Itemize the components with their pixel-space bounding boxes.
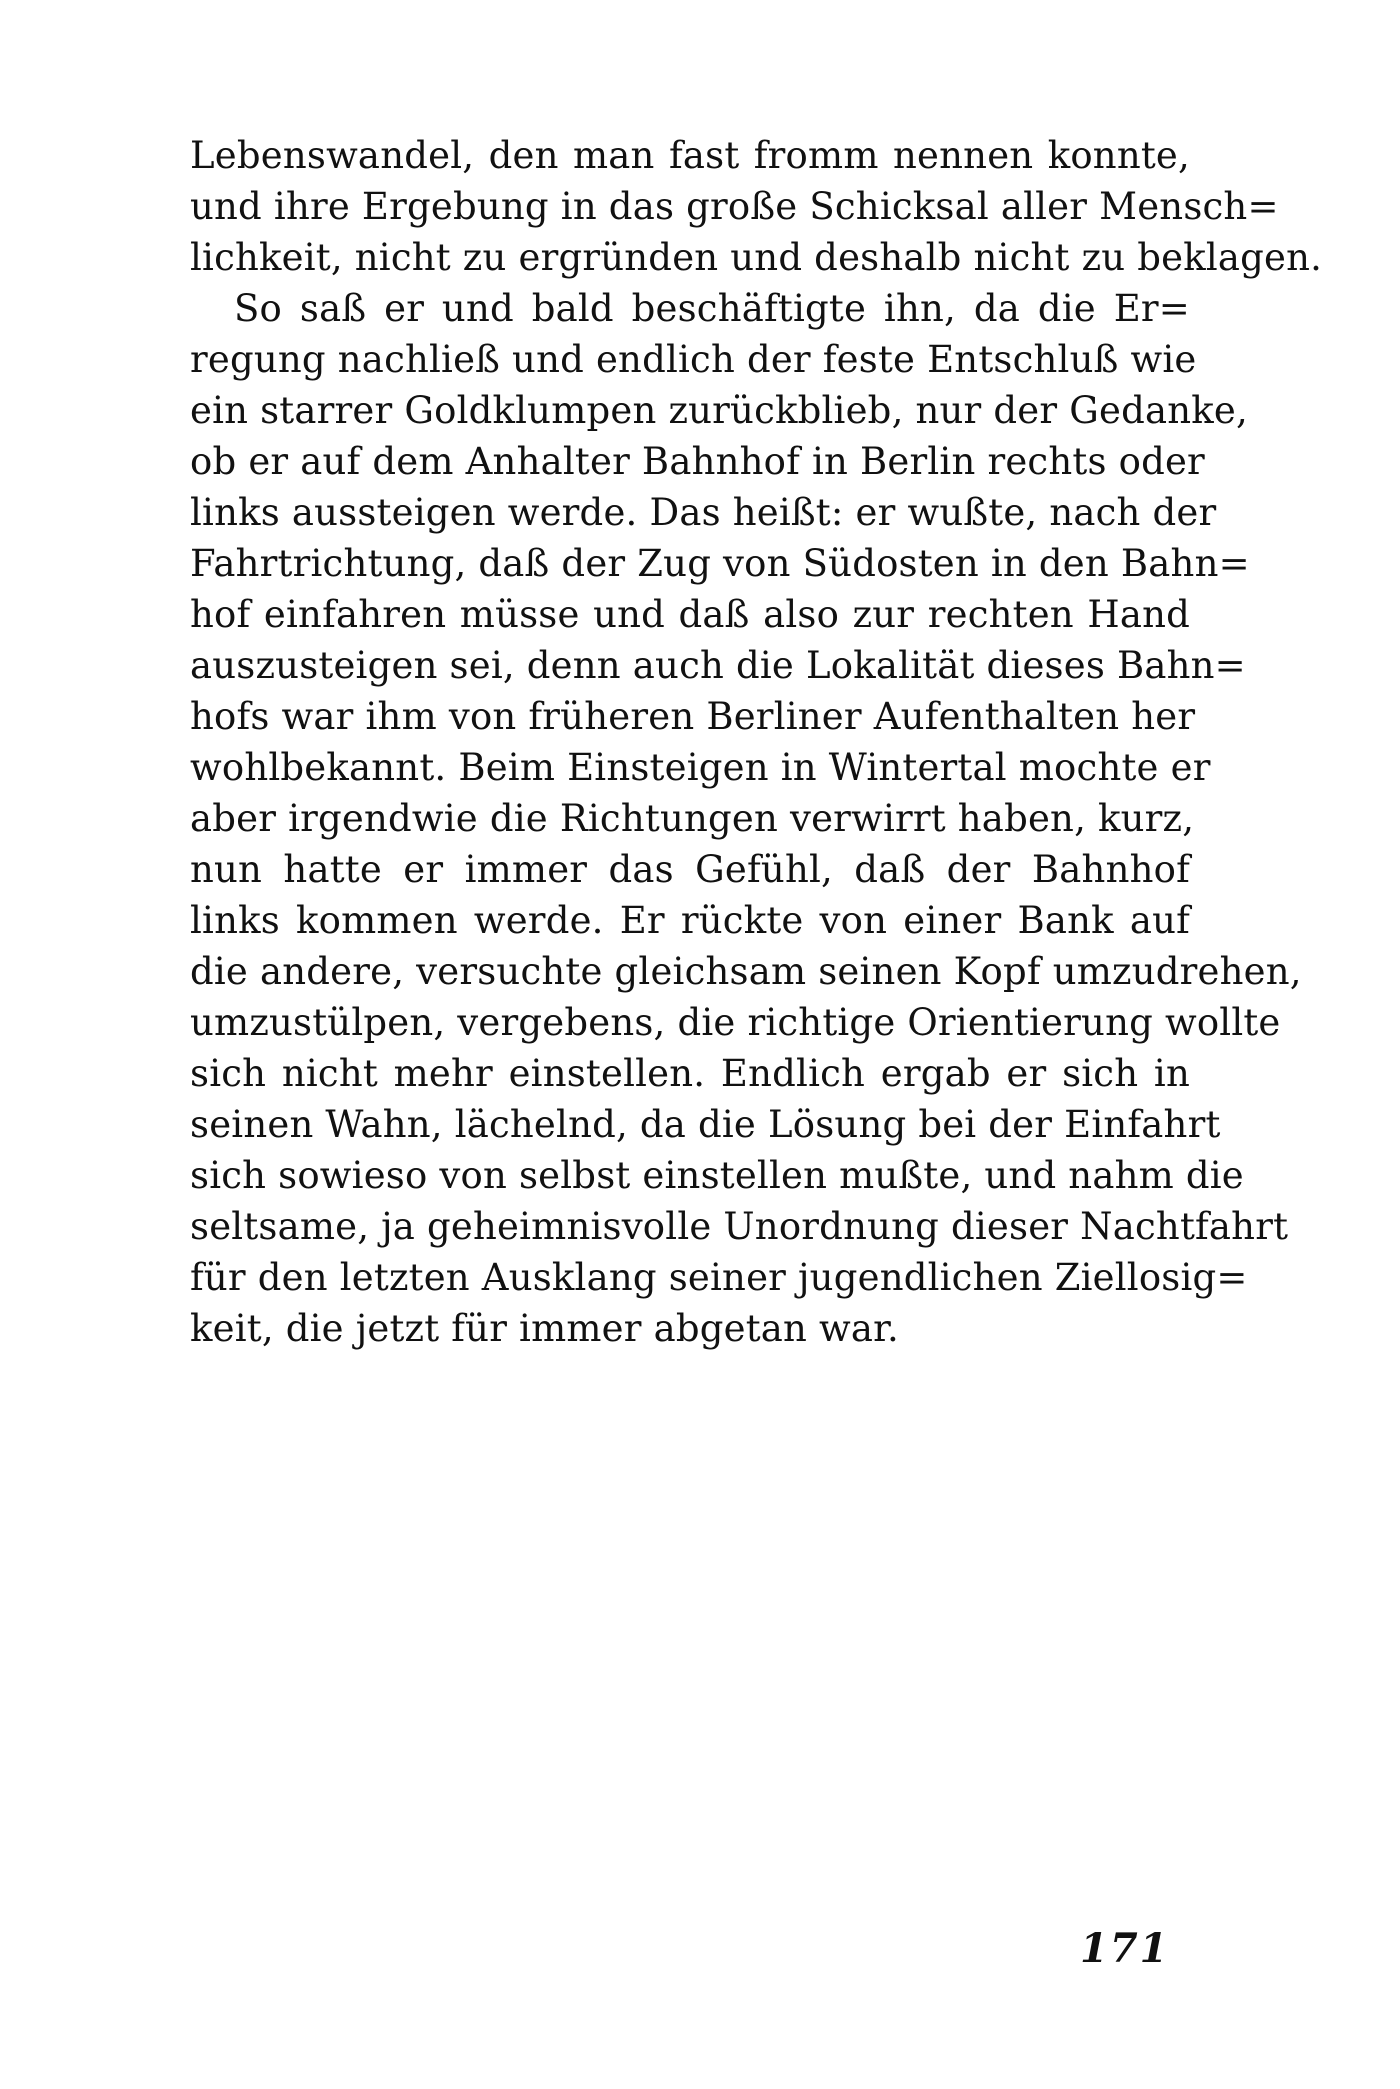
- text-line: Fahrtrichtung, daß der Zug von Südosten in den Bahn=: [190, 542, 1250, 585]
- text-line: ein starrer Goldklumpen zurückblieb, nur der Gedanke,: [190, 389, 1248, 432]
- text-line: seinen Wahn, lächelnd, da die Lösung bei der Einfahrt: [190, 1103, 1221, 1146]
- body-text: [190, 130, 1323, 1354]
- text-line: lichkeit, nicht zu ergründen und deshalb nicht zu beklagen.: [190, 236, 1323, 279]
- text-line: links aussteigen werde. Das heißt: er wußte, nach der: [190, 491, 1217, 534]
- text-line: hof einfahren müsse und daß also zur rechten Hand: [190, 593, 1190, 636]
- text-line: seltsame, ja geheimnisvolle Unordnung dieser Nachtfahrt: [190, 1205, 1289, 1248]
- text-line: für den letzten Ausklang seiner jugendlichen Ziellosig=: [190, 1256, 1248, 1299]
- text-line: regung nachließ und endlich der feste Entschluß wie: [190, 338, 1197, 381]
- text-line: aber irgendwie die Richtungen verwirrt haben, kurz,: [190, 797, 1195, 840]
- text-line: und ihre Ergebung in das große Schicksal aller Mensch=: [190, 185, 1279, 228]
- text-line: keit, die jetzt für immer abgetan war.: [190, 1307, 899, 1350]
- text-line: wohlbekannt. Beim Einsteigen in Wintertal mochte er: [190, 746, 1211, 789]
- text-line: So saß er und bald beschäftigte ihn, da die Er=: [234, 287, 1190, 330]
- text-line: umzustülpen, vergebens, die richtige Orientierung wollte: [190, 1001, 1281, 1044]
- text-line: Lebenswandel, den man fast fromm nennen konnte,: [190, 134, 1190, 177]
- text-line: nun hatte er immer das Gefühl, daß der Bahnhof: [190, 848, 1190, 891]
- text-line: die andere, versuchte gleichsam seinen Kopf umzudrehen,: [190, 950, 1302, 993]
- text-line: sich sowieso von selbst einstellen mußte, und nahm die: [190, 1154, 1244, 1197]
- page-number: 171: [1080, 1925, 1170, 1972]
- text-line: auszusteigen sei, denn auch die Lokalität dieses Bahn=: [190, 644, 1246, 687]
- text-line: ob er auf dem Anhalter Bahnhof in Berlin rechts oder: [190, 440, 1205, 483]
- text-line: sich nicht mehr einstellen. Endlich ergab er sich in: [190, 1052, 1190, 1095]
- text-line: hofs war ihm von früheren Berliner Aufenthalten her: [190, 695, 1196, 738]
- text-line: links kommen werde. Er rückte von einer Bank auf: [190, 899, 1190, 942]
